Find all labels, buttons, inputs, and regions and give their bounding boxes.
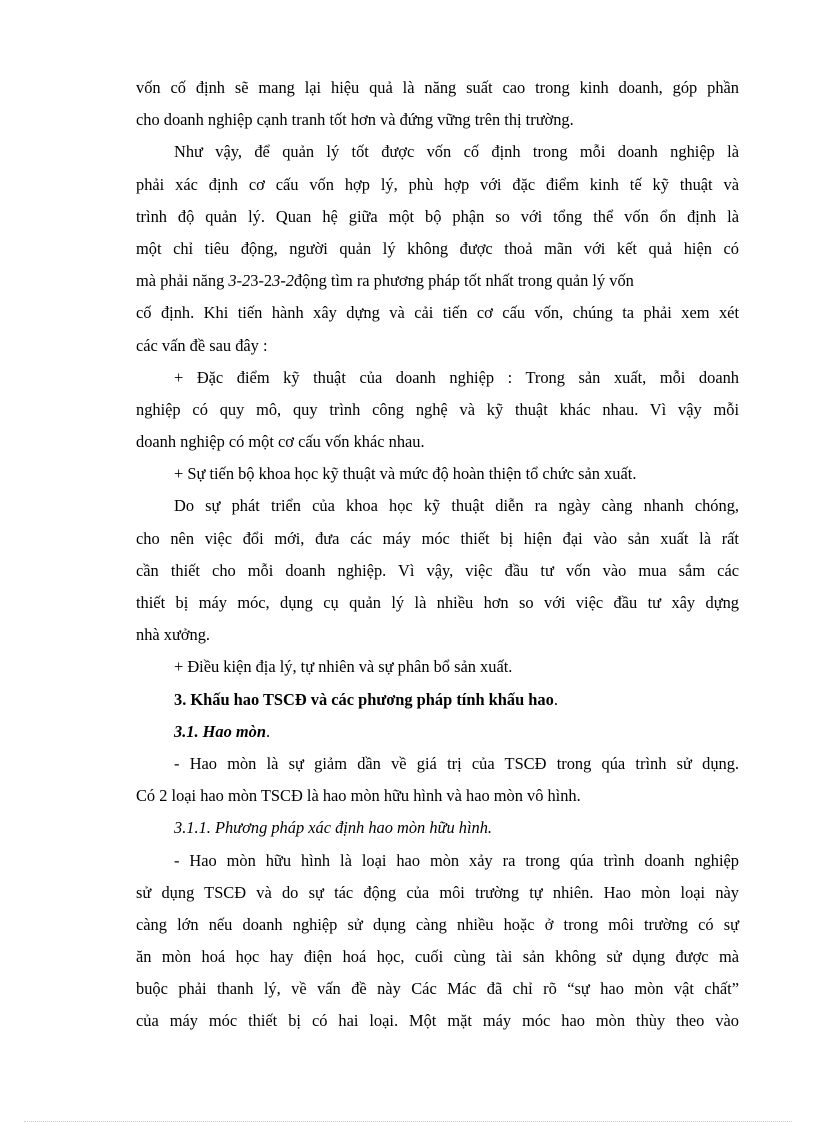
subsection-heading	[136, 716, 739, 748]
line-fragment-italic: 3-2	[272, 271, 294, 291]
body-text-line: cố định. Khi tiến hành xây dựng và cải tiến cơ cấu vốn, chúng ta phải xem xét	[136, 303, 739, 323]
body-text-line-mixed	[136, 265, 739, 297]
line-fragment: động tìm ra phương pháp tốt nhất trong quản lý vốn	[293, 271, 634, 291]
body-text-line: Có 2 loại hao mòn TSCĐ là hao mòn hữu hình và hao mòn vô hình.	[136, 786, 581, 806]
list-item-line: + Đặc điểm kỹ thuật của doanh nghiệp : Trong sản xuất, mỗi doanh	[174, 367, 739, 387]
body-text-line: thiết bị máy móc, dụng cụ quản lý là nhiều hơn so với việc đầu tư xây dựng	[136, 593, 739, 612]
body-text-line: các vấn đề sau đây :	[136, 335, 268, 355]
section-heading-text: 3. Khấu hao TSCĐ và các phương pháp tính khấu hao	[174, 689, 554, 709]
body-text-line: của máy móc thiết bị có hai loại. Một mặt máy móc hao mòn thùy theo vào	[136, 1011, 739, 1031]
body-text-line: cho doanh nghiệp cạnh tranh tốt hơn và đứng vững trên thị trường.	[136, 110, 574, 130]
section-heading	[136, 684, 739, 716]
body-text-line: sử dụng TSCĐ và do sự tác động của môi trường tự nhiên. Hao mòn loại này	[136, 882, 739, 902]
line-fragment: mà phải năng	[136, 271, 229, 291]
body-text-line: một chỉ tiêu động, người quản lý không được thoả mãn với kết quả hiện có	[136, 238, 739, 258]
page-bottom-divider	[24, 1121, 792, 1122]
subsection-heading-text: 3.1. Hao mòn	[174, 721, 266, 741]
paragraph-start-line: - Hao mòn hữu hình là loại hao mòn xảy ra trong qúa trình doanh nghiệp	[174, 850, 739, 870]
body-text-line: cần thiết cho mỗi doanh nghiệp. Vì vậy, việc đầu tư vốn vào mua sắm các	[136, 560, 739, 580]
paragraph-start-line: - Hao mòn là sự giảm dần về giá trị của TSCĐ trong qúa trình sử dụng.	[174, 753, 739, 773]
body-text-line: phải xác định cơ cấu vốn hợp lý, phù hợp với đặc điểm kinh tế kỹ thuật và	[136, 174, 739, 194]
paragraph-start-line: Do sự phát triển của khoa học kỹ thuật diễn ra ngày càng nhanh chóng,	[174, 496, 739, 516]
subsection-heading-punct: .	[265, 721, 271, 741]
body-text-line: cho nên việc đổi mới, đưa các máy móc thiết bị hiện đại vào sản xuất là rất	[136, 528, 739, 548]
body-text-line: nghiệp có quy mô, quy trình công nghệ và kỹ thuật khác nhau. Vì vậy mỗi	[136, 399, 739, 419]
list-item-line: + Điều kiện địa lý, tự nhiên và sự phân bổ sản xuất.	[174, 657, 513, 677]
body-text-line: càng lớn nếu doanh nghiệp sử dụng càng nhiều hoặc ở trong môi trường có sự	[136, 914, 739, 934]
sub-subsection-heading: 3.1.1. Phương pháp xác định hao mòn hữu hình.	[174, 818, 492, 838]
list-item-line: + Sự tiến bộ khoa học kỹ thuật và mức độ hoàn thiện tổ chức sản xuất.	[174, 464, 637, 484]
document-page	[136, 72, 739, 1038]
paragraph-start-line: Như vậy, để quản lý tốt được vốn cố định trong mỗi doanh nghiệp là	[174, 142, 739, 162]
body-text-line: doanh nghiệp có một cơ cấu vốn khác nhau.	[136, 432, 425, 452]
body-text-line: nhà xưởng.	[136, 625, 210, 645]
line-fragment-italic: 3-2	[228, 271, 251, 291]
body-text-line: trình độ quản lý. Quan hệ giữa một bộ phận so với tổng thể vốn ổn định là	[136, 206, 739, 226]
line-fragment: 3-2	[250, 271, 273, 291]
body-text-line: buộc phải thanh lý, về vấn đề này Các Mác đã chỉ rõ “sự hao mòn vật chất”	[136, 979, 739, 999]
body-text-line: ăn mòn hoá học hay điện hoá học, cuối cùng tài sản không sử dụng được mà	[136, 947, 739, 967]
body-text-line: vốn cố định sẽ mang lại hiệu quả là năng suất cao trong kinh doanh, góp phần	[136, 78, 739, 97]
section-heading-punct: .	[553, 689, 558, 709]
